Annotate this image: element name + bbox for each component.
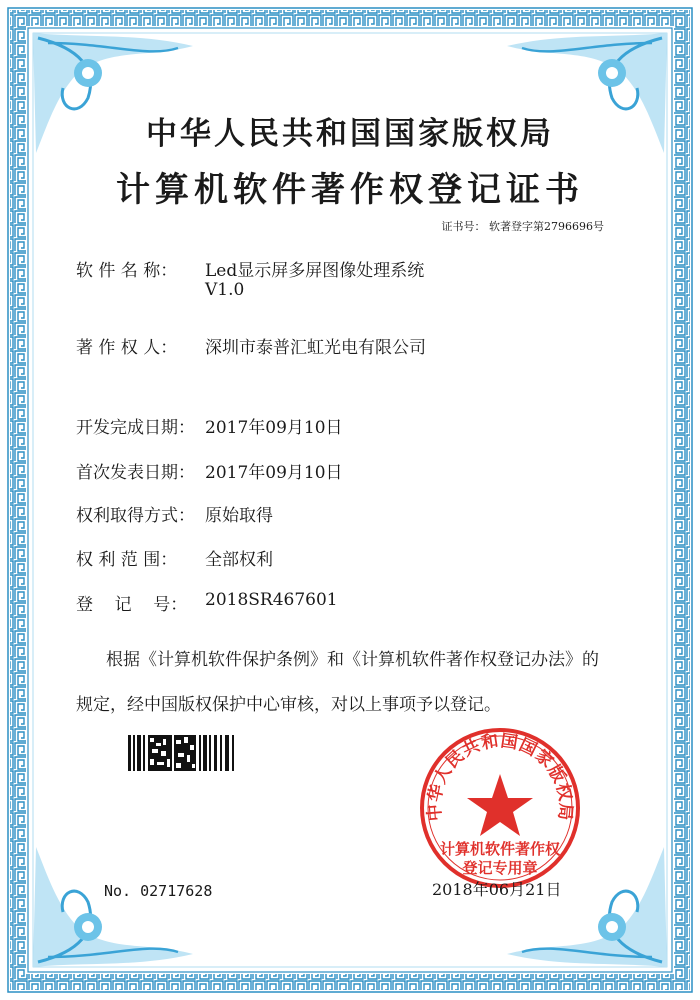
corner-ornament-bottom-left [28, 842, 198, 972]
issuing-authority: 中华人民共和国国家版权局 [146, 116, 554, 152]
barcode [128, 735, 238, 771]
seal-ring-text: 中华人民共和国国家版权局 [424, 731, 576, 822]
software-name-value: Led显示屏多屏图像处理系统 [205, 261, 425, 281]
acquisition-method-label: 权利取得方式： [76, 506, 195, 526]
seal-line-1: 计算机软件著作权 [439, 840, 560, 858]
serial-number [104, 882, 212, 900]
registration-number-label: 登 记 号： [76, 595, 188, 615]
software-version-value: V1.0 [205, 280, 245, 300]
serial-number-value: 02717628 [140, 882, 213, 900]
copyright-owner-label: 著 作 权 人： [76, 338, 178, 358]
registration-number-value: 2018SR467601 [205, 590, 338, 610]
statement-line-2: 规定，经中国版权保护中心审核，对以上事项予以登记。 [76, 695, 501, 715]
statement-line-1: 根据《计算机软件保护条例》和《计算机软件著作权登记办法》的 [106, 650, 599, 670]
publication-date-value: 2017年09月10日 [205, 463, 343, 483]
completion-date-label: 开发完成日期： [76, 418, 195, 438]
acquisition-method-value: 原始取得 [205, 506, 273, 526]
completion-date-value: 2017年09月10日 [205, 418, 343, 438]
rights-scope-value: 全部权利 [205, 550, 273, 570]
rights-scope-label: 权 利 范 围： [76, 550, 178, 570]
software-name-label: 软 件 名 称： [76, 261, 178, 281]
publication-date-label: 首次发表日期： [76, 463, 195, 483]
seal-line-2: 登记专用章 [462, 859, 538, 877]
issue-date: 2018年06月21日 [432, 880, 562, 899]
copyright-owner-value: 深圳市泰普汇虹光电有限公司 [205, 338, 426, 358]
certificate-number-label: 证书号： [441, 220, 486, 233]
serial-number-prefix: No. [104, 882, 132, 900]
certificate-number [442, 218, 605, 234]
certificate-number-value: 软著登字第2796696号 [489, 220, 604, 233]
certificate-title: 计算机软件著作权登记证书 [116, 170, 584, 210]
